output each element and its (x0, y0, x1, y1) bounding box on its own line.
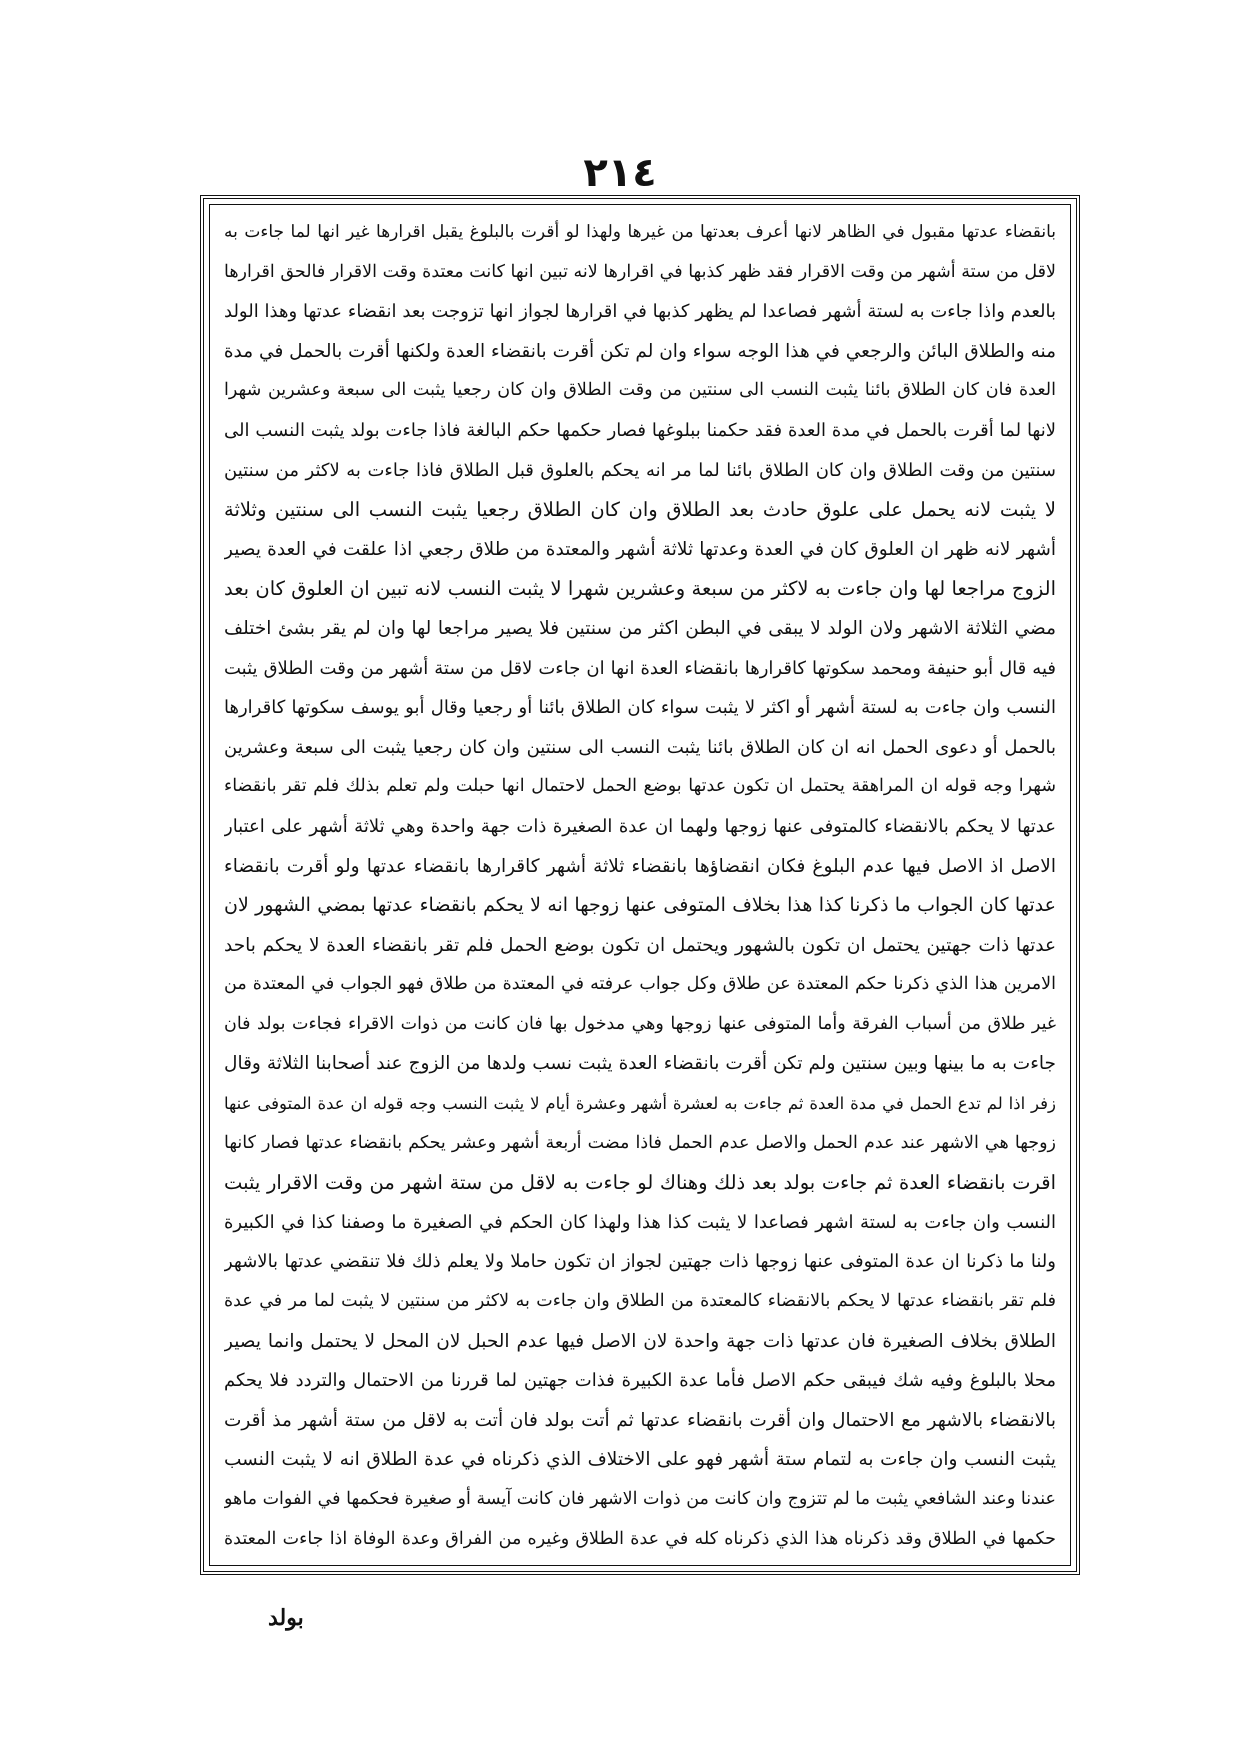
text-line: فلم تقر بانقضاء عدتها لا يحكم بالانقضاء كالمعتدة من الطلاق وان جاءت به لاكثر من سنتين لا يثبت لما مر في عدة (224, 1291, 1056, 1312)
text-line: بالحمل أو دعوى الحمل انه ان كان الطلاق بائنا يثبت النسب الى سنتين وان كان رجعيا يثبت الى سبعة وعشرين (224, 736, 1056, 758)
text-line: عدتها لا يحكم بالانقضاء كالمتوفى عنها زوجها ولهما ان عدة الصغيرة ذات جهة واحدة وهي ثلاثة أشهر على اعتبار (224, 815, 1056, 837)
text-line: النسب وان جاءت به لستة اشهر فصاعدا لا يثبت كذا هذا ولهذا كان الحكم في الصغيرة ما وصفنا كذا في الكبيرة (224, 1211, 1056, 1233)
body-text (224, 213, 1056, 1559)
text-frame (200, 195, 1080, 1575)
text-line: فيه قال أبو حنيفة ومحمد سكوتها كاقرارها بانقضاء العدة انها ان جاءت لاقل من ستة أشهر من وقت الطلاق يثبت (224, 657, 1056, 679)
text-line: الامرين هذا الذي ذكرنا حكم المعتدة عن طلاق وكل جواب عرفته في المعتدة من طلاق فهو الجواب في المعتدة من (224, 974, 1056, 995)
text-line: النسب وان جاءت به لستة أشهر أو اكثر لا يثبت سواء كان الطلاق بائنا أو رجعيا وقال أبو يوسف سكوتها كاقرارها (224, 697, 1056, 719)
text-line: اقرت بانقضاء العدة ثم جاءت بولد بعد ذلك وهناك لو جاءت به لاقل من ستة اشهر من وقت الاقرار يثبت (224, 1171, 1056, 1195)
text-line: بالانقضاء بالاشهر مع الاحتمال وان أقرت بانقضاء عدتها ثم أتت بولد فان أتت به لاقل من ستة أشهر مذ أقرت (224, 1409, 1056, 1431)
text-line: لانها لما أقرت بالحمل في مدة العدة فقد حكمنا ببلوغها فصار حكمها حكم البالغة فاذا جاءت بولد يثبت النسب الى (224, 419, 1056, 441)
text-line: بالعدم واذا جاءت به لستة أشهر فصاعدا لم يظهر كذبها في اقرارها لجواز انها تزوجت بعد انقضاء عدتها وهذا الولد (224, 301, 1056, 323)
text-line: عندنا وعند الشافعي يثبت ما لم تتزوج وان كانت من ذوات الاشهر فان كانت آيسة أو صغيرة فحكمها في الفوات ماهو (224, 1489, 1056, 1509)
text-frame-inner-border (209, 204, 1071, 1566)
text-line: منه والطلاق البائن والرجعي في هذا الوجه سواء وان لم تكن أقرت بانقضاء العدة ولكنها أقرت بالحمل في مدة (224, 340, 1056, 362)
text-line: الطلاق بخلاف الصغيرة فان عدتها ذات جهة واحدة لان الاصل فيها عدم الحبل لان المحل لا يحتمل وانما يصير (224, 1330, 1056, 1352)
text-line: زفر اذا لم تدع الحمل في مدة العدة ثم جاءت به لعشرة أشهر وعشرة أيام لا يثبت النسب وجه قوله ان عدة المتوفى عنها (224, 1094, 1056, 1114)
text-line: لا يثبت لانه يحمل على علوق حادث بعد الطلاق وان كان الطلاق رجعيا يثبت النسب الى سنتين وثلاثة (224, 498, 1056, 522)
text-line: أشهر لانه ظهر ان العلوق كان في العدة وعدتها ثلاثة أشهر والمعتدة من طلاق رجعي اذا علقت في العدة يصير (224, 538, 1056, 560)
text-line: زوجها هي الاشهر عند عدم الحمل والاصل عدم الحمل فاذا مضت أربعة أشهر وعشر يحكم بانقضاء عدتها فصار كانها (224, 1132, 1056, 1153)
text-line: الزوج مراجعا لها وان جاءت به لاكثر من سبعة وعشرين شهرا لا يثبت النسب لانه تبين ان العلوق كان بعد (224, 577, 1056, 601)
text-line: شهرا وجه قوله ان المراهقة يحتمل ان تكون عدتها بوضع الحمل لاحتمال انها حبلت ولم تعلم بذلك فلم تقر بانقضاء (224, 776, 1056, 797)
text-line: بانقضاء عدتها مقبول في الظاهر لانها أعرف بعدتها من غيرها ولهذا لو أقرت بالبلوغ يقبل اقرارها غير انها لما جاءت به (224, 222, 1056, 242)
text-line: غير طلاق من أسباب الفرقة وأما المتوفى عنها زوجها وهي مدخول بها فان كانت من ذوات الاقراء فجاءت بولد فان (224, 1013, 1056, 1034)
text-line: عدتها ذات جهتين يحتمل ان تكون بالشهور ويحتمل ان تكون بوضع الحمل فلم تقر بانقضاء العدة لا يحكم باحد (224, 934, 1056, 956)
text-line: عدتها كان الجواب ما ذكرنا كذا هذا بخلاف المتوفى عنها زوجها انه لا يحكم بانقضاء عدتها بمضي الشهور لان (224, 894, 1056, 917)
text-line: حكمها في الطلاق وقد ذكرناه هذا الذي ذكرناه كله في عدة الطلاق وغيره من الفراق وعدة الوفاة اذا جاءت المعتدة (224, 1528, 1056, 1549)
text-line: محلا بالبلوغ وفيه شك فيبقى حكم الاصل فأما عدة الكبيرة فذات جهتين لما قررنا من الاحتمال والتردد فلا يحكم (224, 1370, 1056, 1392)
text-line: لاقل من ستة أشهر من وقت الاقرار فقد ظهر كذبها في اقرارها لانه تبين انها كانت معتدة وقت الاقرار فالحق اقرارها (224, 261, 1056, 282)
page-number: ٢١٤ (583, 150, 657, 196)
text-line: ولنا ما ذكرنا ان عدة المتوفى عنها زوجها ذات جهتين لجواز ان تكون حاملا ولا يعلم ذلك فلا تنقضي عدتها بالاشهر (224, 1251, 1056, 1273)
text-line: جاءت به ما بينها وبين سنتين ولم تكن أقرت بانقضاء العدة يثبت نسب ولدها من الزوج عند أصحابنا الثلاثة وقال (224, 1053, 1056, 1075)
text-line: سنتين من وقت الطلاق وان كان الطلاق بائنا لما مر انه يحكم بالعلوق قبل الطلاق فاذا جاءت به لاكثر من سنتين (224, 459, 1056, 481)
text-line: الاصل اذ الاصل فيها عدم البلوغ فكان انقضاؤها بانقضاء ثلاثة أشهر كاقرارها بانقضاء عدتها ولو أقرت بانقضاء (224, 855, 1056, 877)
text-line: العدة فان كان الطلاق بائنا يثبت النسب الى سنتين من وقت الطلاق وان كان رجعيا يثبت الى سبعة وعشرين شهرا (224, 380, 1056, 401)
catchword: بولد (268, 1605, 304, 1631)
text-line: يثبت النسب وان جاءت به لتمام ستة أشهر فهو على الاختلاف الذي ذكرناه في عدة الطلاق انه لا يثبت النسب (224, 1449, 1056, 1471)
text-line: مضي الثلاثة الاشهر ولان الولد لا يبقى في البطن اكثر من سنتين فلا يصير مراجعا لها وان لم يقر بشئ اختلف (224, 617, 1056, 639)
